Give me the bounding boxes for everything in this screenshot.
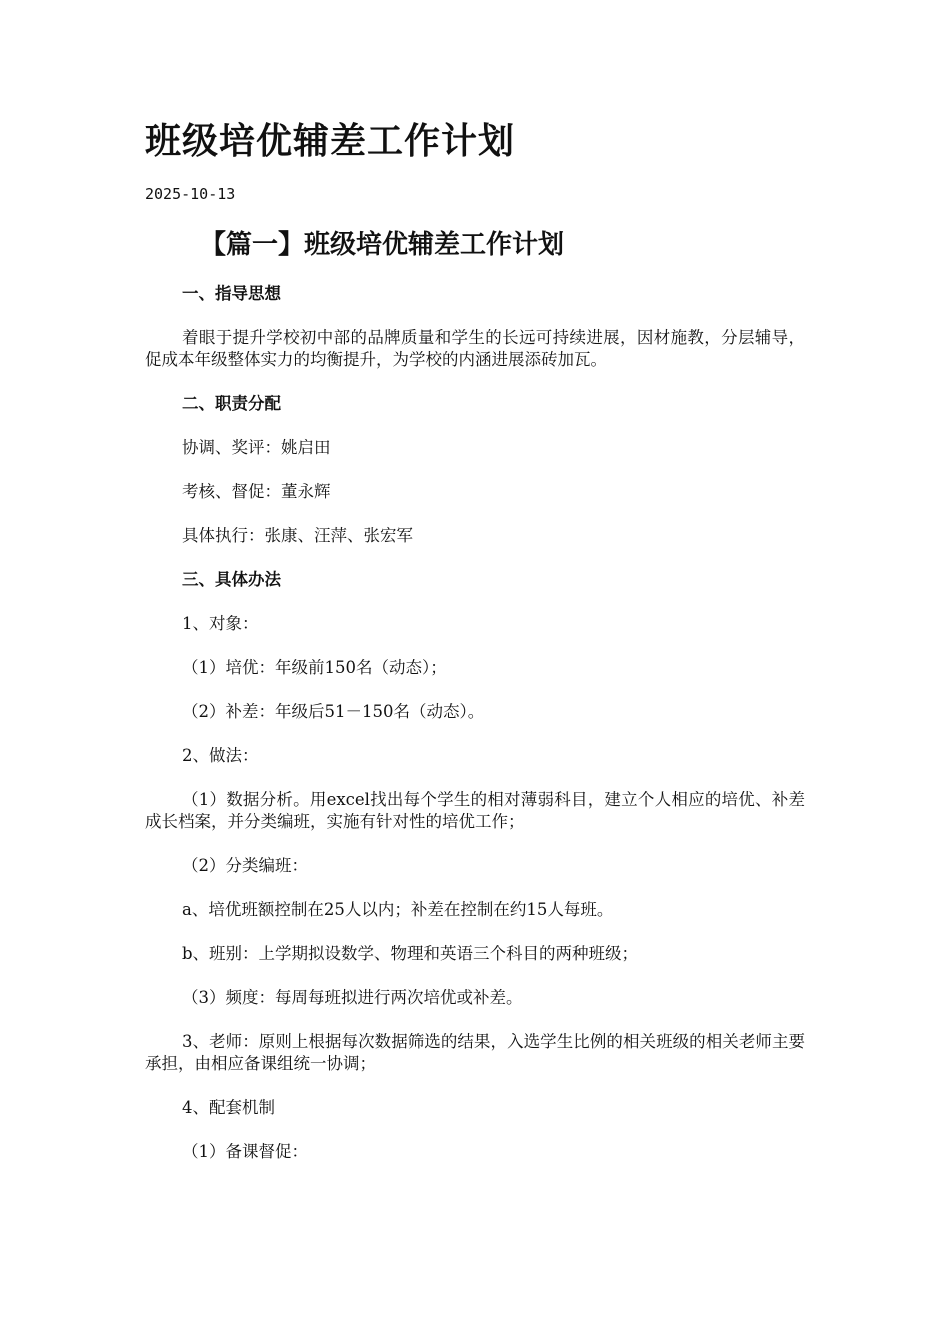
paragraph: （2）分类编班：	[182, 856, 308, 875]
paragraph: 4、配套机制	[182, 1098, 275, 1117]
document-date: 2025-10-13	[145, 185, 236, 203]
section-heading: 三、具体办法	[182, 570, 281, 589]
document-title: 班级培优辅差工作计划	[145, 120, 516, 162]
paragraph: （3）频度：每周每班拟进行两次培优或补差。	[182, 988, 523, 1007]
paragraph: 1、对象：	[182, 614, 259, 633]
paragraph: 具体执行：张康、汪萍、张宏军	[182, 526, 413, 545]
paragraph: （2）补差：年级后51－150名（动态）。	[182, 702, 485, 721]
paragraph: 协调、奖评：姚启田	[182, 438, 331, 457]
paragraph: 3、老师：原则上根据每次数据筛选的结果，入选学生比例的相关班级的相关老师主要承担，由相应备课组统一协调；	[145, 1032, 805, 1073]
paragraph: （1）培优：年级前150名（动态）；	[182, 658, 447, 677]
section-heading: 二、职责分配	[182, 394, 281, 413]
document-body	[145, 283, 805, 1185]
paragraph: b、班别：上学期拟设数学、物理和英语三个科目的两种班级；	[182, 944, 639, 963]
paragraph: 2、做法：	[182, 746, 259, 765]
section-heading: 一、指导思想	[182, 284, 281, 303]
section-title: 【篇一】班级培优辅差工作计划	[200, 230, 565, 260]
paragraph: （1）备课督促：	[182, 1142, 308, 1161]
paragraph: a、培优班额控制在25人以内；补差在控制在约15人每班。	[182, 900, 614, 919]
paragraph: （1）数据分析。用excel找出每个学生的相对薄弱科目，建立个人相应的培优、补差成长档案，并分类编班，实施有针对性的培优工作；	[145, 790, 805, 831]
paragraph: 着眼于提升学校初中部的品牌质量和学生的长远可持续进展，因材施教，分层辅导，促成本年级整体实力的均衡提升，为学校的内涵进展添砖加瓦。	[145, 328, 805, 369]
paragraph: 考核、督促：董永辉	[182, 482, 331, 501]
